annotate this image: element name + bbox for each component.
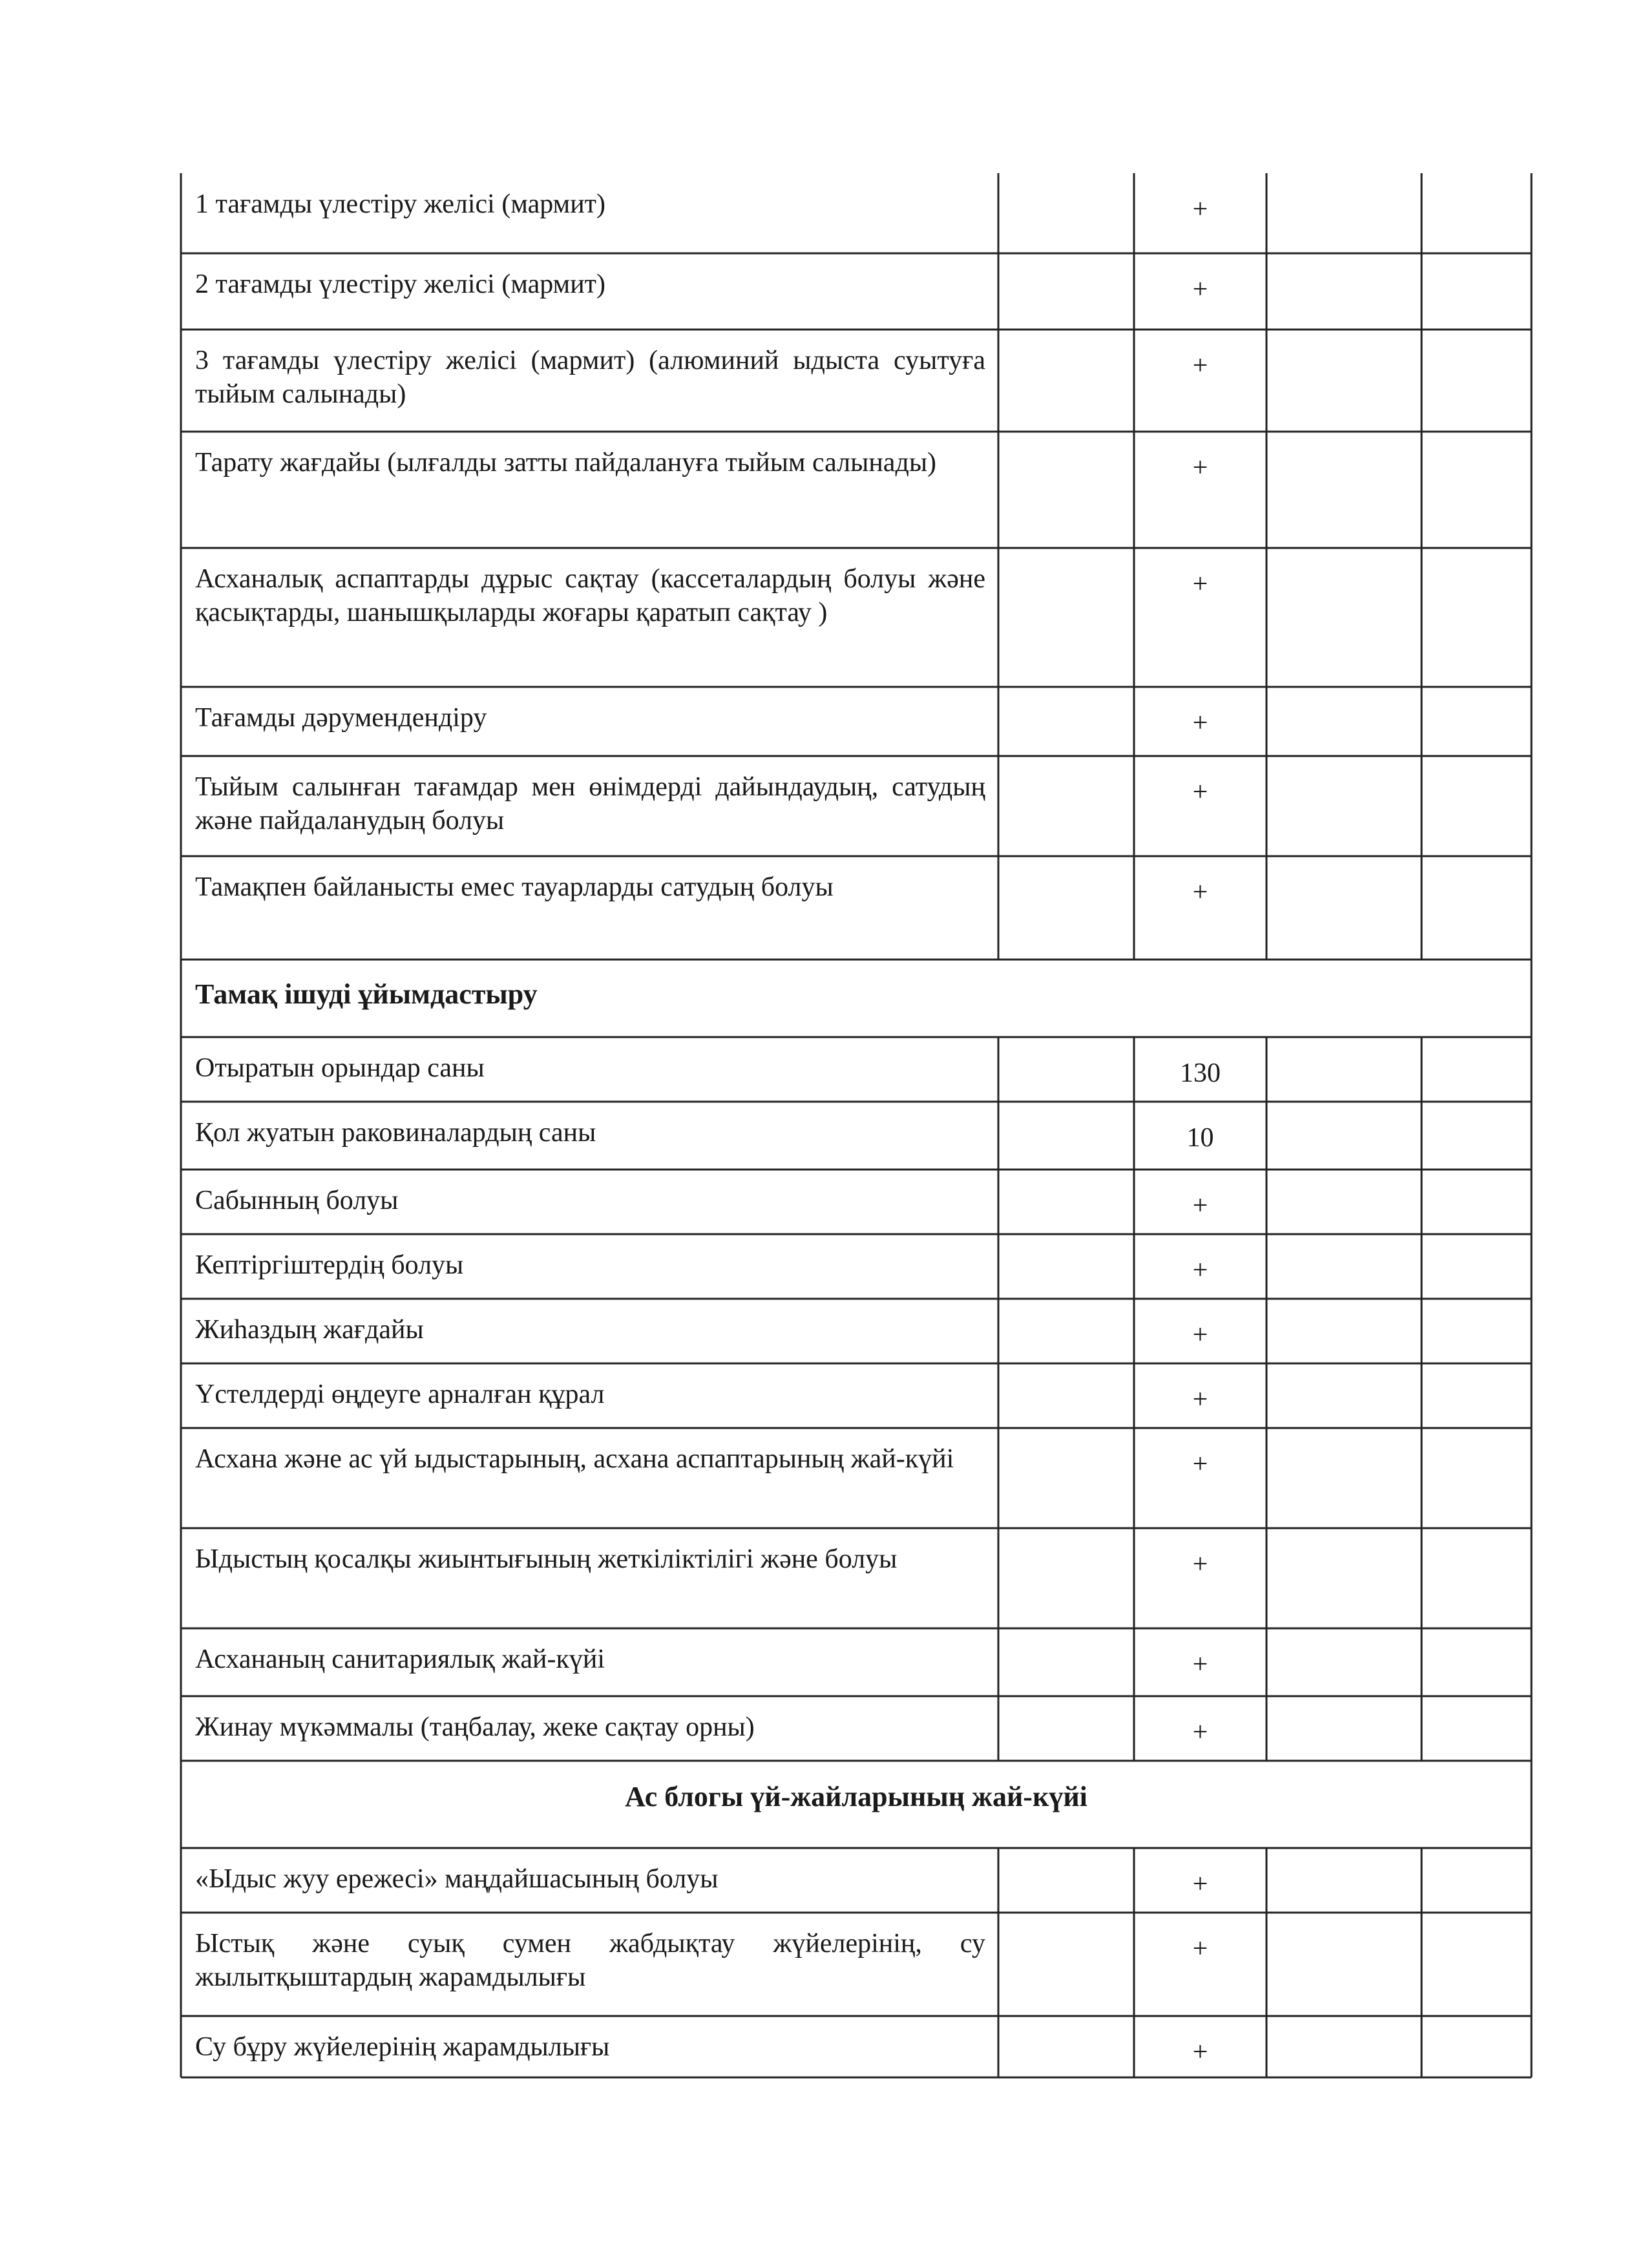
criterion-value: + (1192, 1934, 1208, 1964)
criterion-label: Су бұру жүйелерінің жарамдылығы (195, 2032, 610, 2062)
criterion-value: + (1192, 569, 1208, 599)
criterion-value: + (1192, 1717, 1208, 1747)
criterion-label: Тыйым салынған тағамдар мен өнімдерді дайындаудың, сатудың және пайдаланудың болуы (195, 772, 985, 835)
criterion-value: + (1192, 1191, 1208, 1221)
criterion-value: + (1192, 1385, 1208, 1414)
criterion-label: Сабынның болуы (195, 1186, 399, 1215)
criterion-value: + (1192, 351, 1208, 381)
criterion-value: + (1192, 1320, 1208, 1350)
criterion-label: 3 тағамды үлестіру желісі (мармит) (алюминий ыдыста суытуға тыйым салынады) (195, 346, 985, 409)
criterion-label: 2 тағамды үлестіру желісі (мармит) (195, 269, 606, 299)
criterion-label: Жинау мүкәммалы (таңбалау, жеке сақтау орны) (195, 1712, 755, 1742)
criterion-value: + (1192, 194, 1208, 224)
criterion-label: Үстелдерді өңдеуге арналған құрал (195, 1380, 605, 1409)
criterion-label: Отыратын орындар саны (195, 1053, 485, 1083)
criterion-label: Ыстық және суық сумен жабдықтау жүйелерінің, су жылытқыштардың жарамдылығы (195, 1929, 985, 1992)
criterion-label: Асхана және ас үй ыдыстарының, асхана аспаптарының жай-күйі (195, 1444, 954, 1474)
criterion-label: «Ыдыс жуу ережесі» маңдайшасының болуы (195, 1864, 719, 1894)
section-heading: Ас блогы үй-жайларының жай-күйі (625, 1781, 1087, 1812)
criterion-value: + (1192, 1255, 1208, 1285)
criterion-value: 10 (1186, 1123, 1214, 1153)
criterion-value: + (1192, 275, 1208, 304)
section-heading: Тамақ ішуді ұйымдастыру (195, 978, 538, 1010)
criterion-label: Тамақпен байланысты емес тауарларды сатудың болуы (195, 872, 834, 902)
criterion-label: Тағамды дәрумендендіру (195, 703, 487, 733)
criterion-value: + (1192, 877, 1208, 907)
criterion-value: + (1192, 1650, 1208, 1679)
criterion-label: Қол жуатын раковиналардың саны (195, 1118, 596, 1148)
criterion-value: + (1192, 1869, 1208, 1899)
criterion-value: + (1192, 708, 1208, 738)
criterion-label: Жиһаздың жағдайы (195, 1315, 424, 1345)
criterion-label: 1 тағамды үлестіру желісі (мармит) (195, 189, 606, 219)
criterion-label: Асханалық аспаптарды дұрыс сақтау (кассеталардың болуы және қасықтарды, шанышқыларды жоғары қаратып сақтау ) (195, 564, 985, 627)
criterion-value: + (1192, 2037, 1208, 2067)
criterion-value: + (1192, 777, 1208, 807)
criterion-value: 130 (1180, 1058, 1221, 1088)
criterion-label: Ыдыстың қосалқы жиынтығының жеткіліктілігі және болуы (195, 1544, 898, 1574)
criterion-value: + (1192, 1449, 1208, 1479)
criterion-label: Кептіргіштердің болуы (195, 1250, 464, 1280)
criterion-value: + (1192, 453, 1208, 483)
criterion-value: + (1192, 1549, 1208, 1579)
criterion-label: Асхананың санитариялық жай-күйі (195, 1644, 605, 1674)
criterion-label: Тарату жағдайы (ылғалды затты пайдалануға тыйым салынады) (195, 448, 937, 478)
